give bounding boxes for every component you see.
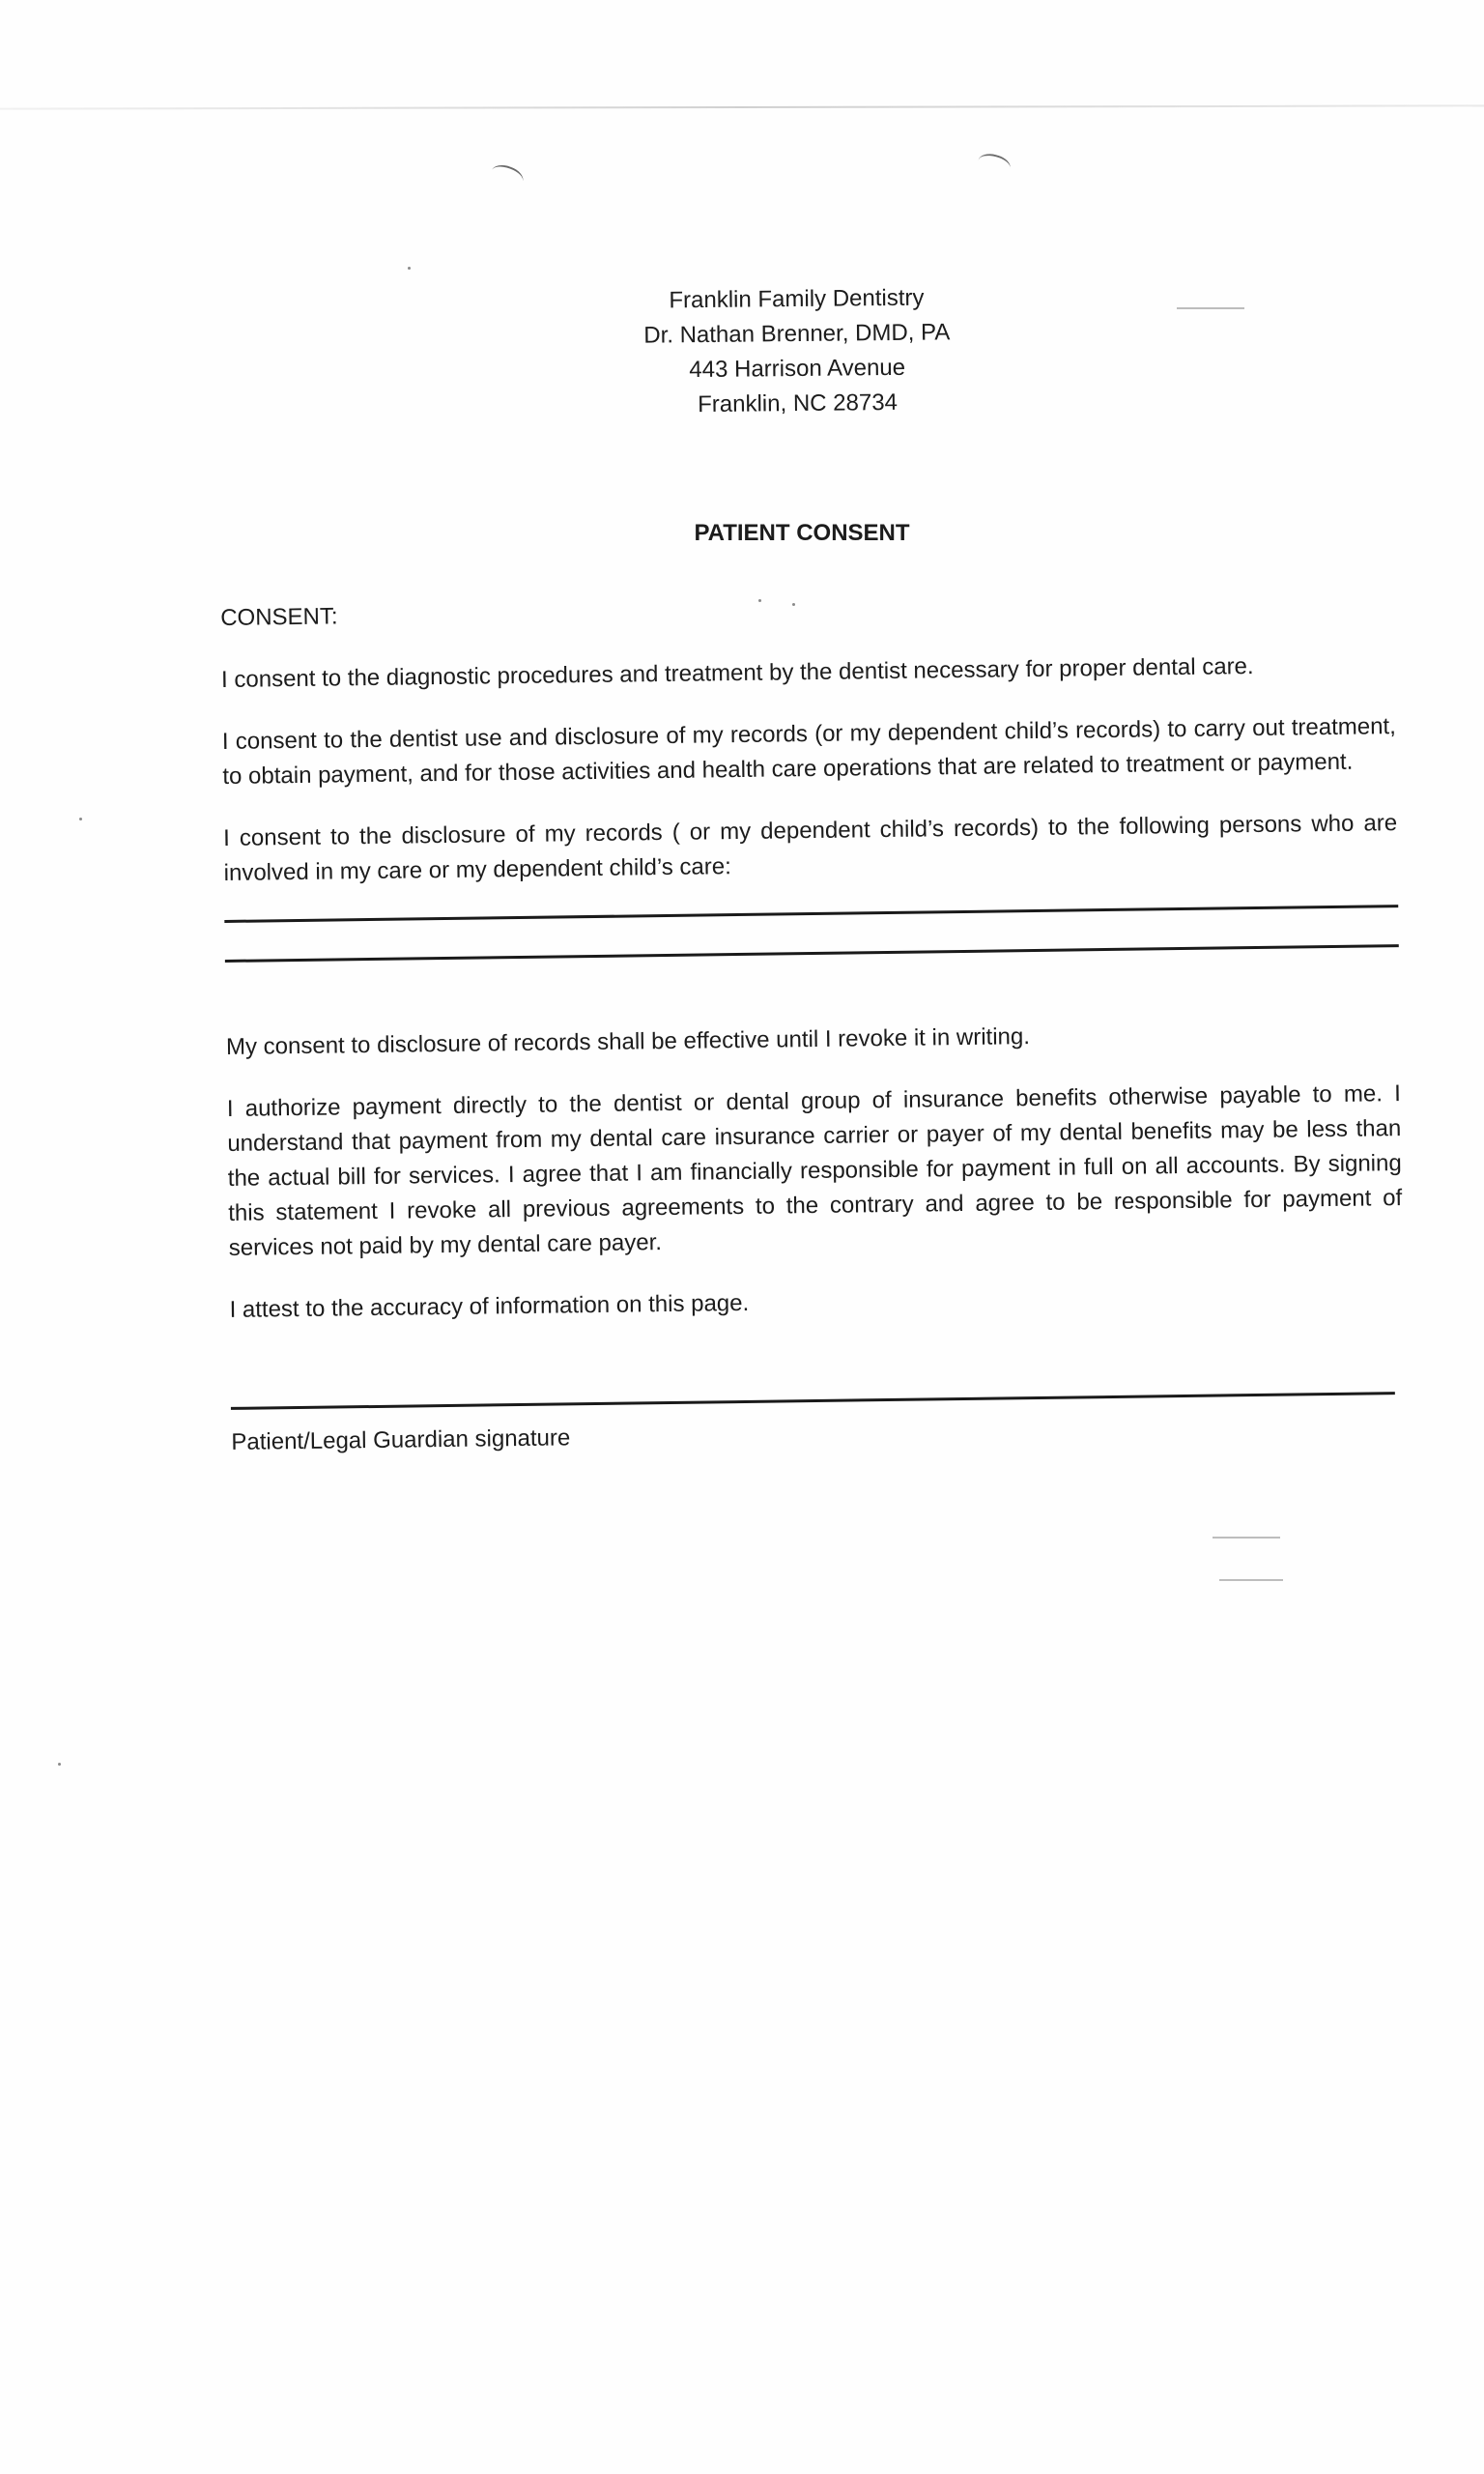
persons-fill-line-1[interactable] bbox=[224, 905, 1398, 923]
consent-paragraph-revocation: My consent to disclosure of records shall be effective until I revoke it in writing. bbox=[225, 1023, 1031, 1060]
consent-paragraph-attest: I attest to the accuracy of information on this page. bbox=[229, 1289, 750, 1323]
document-title: PATIENT CONSENT bbox=[694, 520, 910, 546]
scan-speck bbox=[408, 267, 411, 270]
city-state-zip: Franklin, NC 28734 bbox=[698, 388, 899, 418]
bleed-through-mark bbox=[1177, 307, 1244, 309]
binder-hole-mark-right bbox=[976, 151, 1013, 178]
persons-fill-line-2[interactable] bbox=[225, 944, 1399, 963]
scan-speck bbox=[79, 818, 82, 820]
consent-paragraph-persons: I consent to the disclosure of my records ( or my dependent child’s records) to the following persons who are involved in my care or my dependent child’s care: bbox=[223, 810, 1398, 886]
binder-hole-mark-left bbox=[489, 161, 527, 190]
consent-paragraph-use-disclosure: I consent to the dentist use and disclosure of my records (or my dependent child’s records) to carry out treatment, to obtain payment, and for those activities and health care operations that are related to treatment or payment. bbox=[221, 713, 1396, 790]
section-label: CONSENT: bbox=[220, 603, 338, 631]
street-address: 443 Harrison Avenue bbox=[689, 354, 906, 384]
bleed-through-mark bbox=[1213, 1537, 1280, 1539]
consent-body bbox=[220, 586, 1406, 1460]
consent-paragraph-treatment: I consent to the diagnostic procedures and treatment by the dentist necessary for proper dental care. bbox=[220, 653, 1254, 693]
letterhead bbox=[540, 279, 1053, 424]
doctor-name: Dr. Nathan Brenner, DMD, PA bbox=[643, 319, 951, 349]
signature-label: Patient/Legal Guardian signature bbox=[231, 1424, 571, 1455]
consent-paragraph-payment: I authorize payment directly to the dentist or dental group of insurance benefits otherwise payable to me. I understand that payment from my dental care insurance carrier or payer of my dental benefits may be less than the actual bill for services. I agree that I am financially responsible for payment in full on all accounts. By signing this statement I revoke all previous agreements to the contrary and agree to be responsible for payment of services not paid by my dental care payer. bbox=[226, 1080, 1403, 1261]
bleed-through-mark bbox=[1219, 1579, 1283, 1581]
practice-name: Franklin Family Dentistry bbox=[669, 284, 925, 314]
signature-line[interactable] bbox=[231, 1392, 1395, 1410]
scan-edge-line bbox=[0, 104, 1484, 109]
scan-speck bbox=[58, 1763, 61, 1766]
